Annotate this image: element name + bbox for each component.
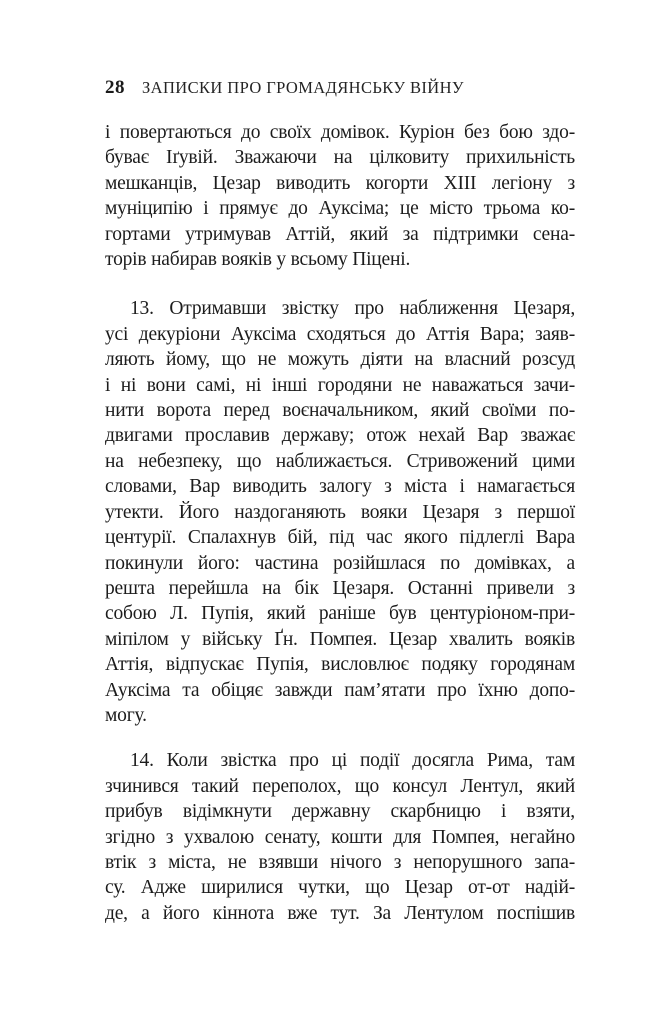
text-line: на небезпеку, що наближається. Стривожений цими (105, 450, 575, 472)
running-title: ЗАПИСКИ ПРО ГРОМАДЯНСЬКУ ВІЙНУ (142, 78, 464, 97)
text-line: зчинився такий переполох, що консул Лентул, який (105, 775, 575, 797)
text-line: торів набирав вояків у всьому Піцені. (105, 249, 411, 271)
paragraph-continuation (105, 120, 575, 272)
text-line: буває Іґувій. Зважаючи на цілковиту прихильність (105, 147, 575, 169)
text-line: нити ворота перед воєначальником, який своїми по- (105, 400, 575, 422)
text-line: утекти. Його наздоганяють вояки Цезаря з першої (105, 501, 575, 523)
text-line: су. Адже ширилися чутки, що Цезар от-от надій- (105, 877, 575, 899)
text-line: міпілом у війську Ґн. Помпея. Цезар хвалить вояків (105, 628, 575, 650)
text-line: двигами прославив державу; отож нехай Вар зважає (105, 425, 575, 447)
text-line: решта перейшла на бік Цезаря. Останні привели з (105, 577, 575, 599)
text-line: Аттія, відпускає Пупія, висловлює подяку городянам (105, 654, 575, 676)
text-line: словами, Вар виводить залогу з міста і намагається (105, 476, 575, 498)
text-line: 13. Отримавши звістку про наближення Цезаря, (130, 298, 575, 320)
text-line: прибув відімкнути державну скарбницю і взяти, (105, 801, 575, 823)
text-line: 14. Коли звістка про ці події досягла Рима, там (130, 750, 575, 772)
text-line: усі декуріони Ауксіма сходяться до Аттія Вара; заяв- (105, 323, 575, 345)
text-line: мешканців, Цезар виводить когорти XIII легіону з (105, 172, 575, 194)
text-line: центурії. Спалахнув бій, під час якого підлеглі Вара (105, 527, 575, 549)
text-line: і ні вони самі, ні інші городяни не наважаться зачи- (105, 374, 575, 396)
text-line: Ауксіма та обіцяє завжди пам’ятати про їхню допо- (105, 679, 575, 701)
text-line: втік з міста, не взявши нічого з непорушного запа- (105, 851, 575, 873)
text-line: муніципію і прямує до Ауксіма; це місто трьома ко- (105, 198, 575, 220)
paragraph-section-13 (105, 296, 575, 728)
running-header (105, 77, 575, 99)
text-line: покинули його: частина розійшлася по домівках, а (105, 552, 575, 574)
text-line: і повертаються до своїх домівок. Куріон без бою здо- (105, 122, 575, 143)
text-line: де, а його кіннота вже тут. За Лентулом поспішив (105, 902, 575, 924)
text-line: згідно з ухвалою сенату, кошти для Помпея, негайно (105, 826, 575, 848)
text-line: ляють йому, що не можуть діяти на власний розсуд (105, 349, 575, 371)
text-line: гортами утримував Аттій, який за підтримки сена- (105, 223, 575, 245)
text-line: могу. (105, 704, 147, 726)
text-line: собою Л. Пупія, який раніше був центуріоном-при- (105, 603, 575, 625)
paragraph-section-14 (105, 748, 575, 926)
page-number: 28 (105, 77, 125, 98)
body-text (105, 120, 575, 926)
